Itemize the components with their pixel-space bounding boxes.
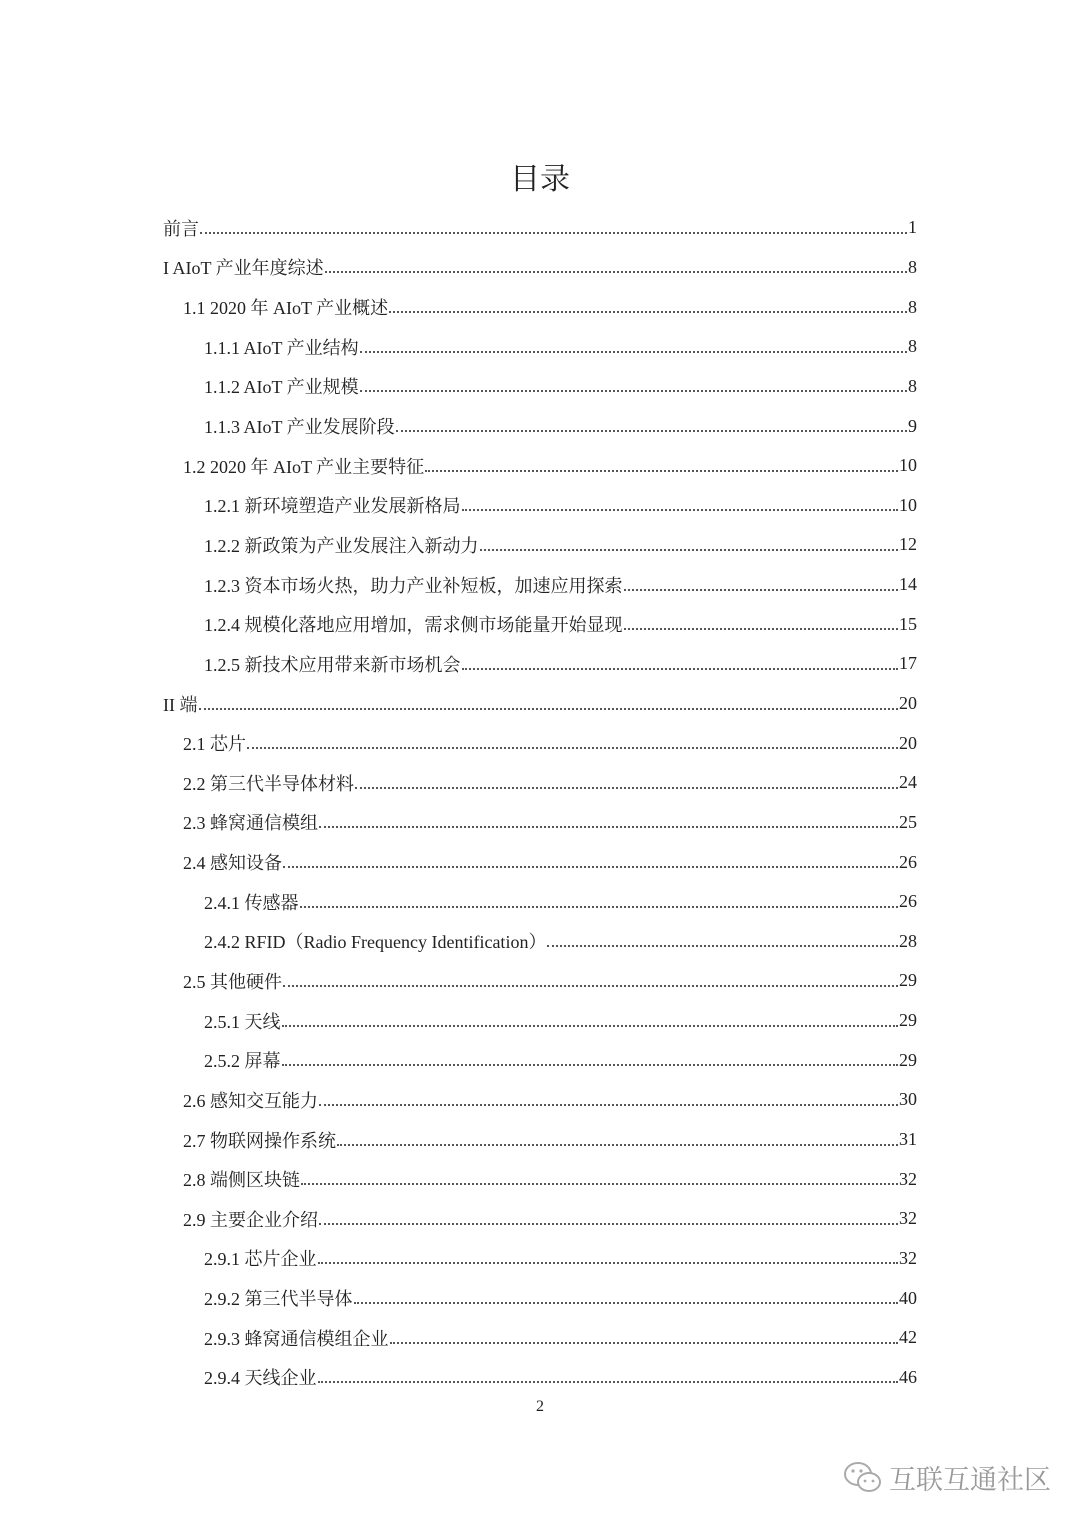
dot-leader: [247, 734, 898, 752]
toc-entry-title: 前言: [163, 218, 199, 239]
dot-leader: [319, 1091, 898, 1109]
toc-entry-title: 2.6 感知交互能力: [183, 1090, 318, 1111]
toc-entry-title: II 端: [163, 694, 198, 715]
toc-entry-page: 32: [899, 1247, 917, 1268]
toc-entry[interactable]: [163, 684, 917, 724]
dot-leader: [547, 932, 898, 950]
toc-entry[interactable]: [163, 287, 917, 327]
toc-entry-page: 29: [899, 1010, 917, 1031]
toc-entry-page: 17: [899, 653, 917, 674]
dot-leader: [282, 1051, 899, 1069]
dot-leader: [360, 338, 907, 356]
toc-entry[interactable]: [163, 1358, 917, 1398]
toc-entry[interactable]: [163, 604, 917, 644]
toc-entry-title: 2.5 其他硬件: [183, 971, 282, 992]
toc-entry[interactable]: [163, 1239, 917, 1279]
toc-entry-page: 20: [899, 693, 917, 713]
toc-entry[interactable]: [163, 446, 917, 486]
table-of-contents: [163, 208, 917, 1397]
toc-entry-title: 2.8 端侧区块链: [183, 1170, 300, 1191]
dot-leader: [624, 576, 899, 594]
toc-entry[interactable]: [163, 1080, 917, 1120]
toc-entry-title: I AIoT 产业年度综述: [163, 258, 324, 279]
toc-entry-page: 9: [908, 415, 917, 436]
dot-leader: [199, 695, 899, 713]
toc-entry[interactable]: [163, 1199, 917, 1239]
dot-leader: [301, 1170, 898, 1188]
toc-entry-page: 24: [899, 772, 917, 793]
dot-leader: [337, 1131, 898, 1149]
dot-leader: [480, 536, 899, 554]
toc-entry-title: 2.2 第三代半导体材料: [183, 773, 354, 794]
watermark-text: 互联互通社区: [889, 1465, 1051, 1496]
toc-entry-page: 8: [908, 296, 917, 317]
toc-entry[interactable]: [163, 327, 917, 367]
dot-leader: [462, 496, 899, 514]
toc-entry-page: 8: [908, 256, 917, 277]
toc-entry[interactable]: [163, 1318, 917, 1358]
toc-entry[interactable]: [163, 1040, 917, 1080]
dot-leader: [319, 1210, 898, 1228]
toc-entry[interactable]: [163, 763, 917, 803]
watermark: [843, 1458, 1051, 1497]
toc-entry-title: 1.2.1 新环境塑造产业发展新格局: [204, 496, 461, 517]
toc-entry-title: 2.4 感知设备: [183, 853, 282, 874]
toc-entry-title: 2.9.2 第三代半导体: [204, 1289, 353, 1310]
dot-leader: [200, 219, 907, 237]
dot-leader: [283, 853, 898, 871]
toc-entry-title: 2.9.1 芯片企业: [204, 1249, 317, 1270]
toc-entry-title: 2.3 蜂窝通信模组: [183, 813, 318, 834]
toc-entry[interactable]: [163, 367, 917, 407]
toc-entry-title: 1.2 2020 年 AIoT 产业主要特征: [183, 456, 425, 477]
toc-entry-title: 1.2.5 新技术应用带来新市场机会: [204, 654, 461, 675]
dot-leader: [355, 774, 898, 792]
toc-entry-page: 31: [899, 1129, 917, 1150]
toc-entry[interactable]: [163, 1001, 917, 1041]
toc-entry-page: 10: [899, 494, 917, 515]
toc-entry[interactable]: [163, 882, 917, 922]
dot-leader: [462, 655, 899, 673]
dot-leader: [318, 1249, 899, 1267]
toc-entry-title: 1.2.2 新政策为产业发展注入新动力: [204, 535, 479, 556]
dot-leader: [396, 417, 907, 435]
toc-entry-title: 2.4.1 传感器: [204, 892, 299, 913]
toc-entry-title: 1.1.1 AIoT 产业结构: [204, 337, 359, 358]
wechat-icon: [843, 1460, 883, 1496]
toc-entry-title: 2.4.2 RFID（Radio Frequency Identification）: [204, 932, 547, 953]
dot-leader: [283, 972, 898, 990]
toc-entry[interactable]: [163, 1159, 917, 1199]
toc-entry-page: 30: [899, 1089, 917, 1110]
toc-entry-title: 2.1 芯片: [183, 734, 246, 755]
dot-leader: [389, 298, 907, 316]
toc-entry-page: 20: [899, 732, 917, 753]
toc-entry[interactable]: [163, 208, 917, 248]
toc-entry-page: 8: [908, 336, 917, 357]
dot-leader: [354, 1289, 899, 1307]
dot-leader: [425, 457, 898, 475]
toc-entry-title: 1.1.3 AIoT 产业发展阶段: [204, 417, 395, 438]
toc-entry[interactable]: [163, 922, 917, 962]
page-number: 2: [536, 1398, 544, 1415]
toc-entry[interactable]: [163, 803, 917, 843]
toc-entry[interactable]: [163, 406, 917, 446]
page-title: 目录: [510, 163, 570, 196]
toc-entry-title: 2.9.3 蜂窝通信模组企业: [204, 1328, 389, 1349]
toc-entry-page: 10: [899, 455, 917, 476]
toc-entry-page: 26: [899, 851, 917, 872]
toc-entry[interactable]: [163, 1120, 917, 1160]
toc-entry[interactable]: [163, 961, 917, 1001]
dot-leader: [624, 615, 899, 633]
toc-entry[interactable]: [163, 565, 917, 605]
toc-entry[interactable]: [163, 248, 917, 288]
toc-entry-title: 2.5.2 屏幕: [204, 1051, 281, 1072]
toc-entry-page: 15: [899, 613, 917, 634]
toc-entry-page: 26: [899, 891, 917, 912]
toc-entry-page: 29: [899, 1049, 917, 1070]
toc-entry-title: 1.1.2 AIoT 产业规模: [204, 377, 359, 398]
toc-entry-title: 1.1 2020 年 AIoT 产业概述: [183, 298, 389, 319]
toc-entry-title: 2.9 主要企业介绍: [183, 1209, 318, 1230]
toc-entry[interactable]: [163, 485, 917, 525]
dot-leader: [318, 1368, 899, 1386]
toc-entry-page: 28: [899, 930, 917, 951]
toc-entry-page: 32: [899, 1168, 917, 1189]
toc-entry[interactable]: [163, 644, 917, 684]
dot-leader: [319, 813, 898, 831]
dot-leader: [282, 1012, 899, 1030]
toc-entry-title: 2.7 物联网操作系统: [183, 1130, 336, 1151]
dot-leader: [300, 893, 899, 911]
toc-entry-page: 1: [908, 217, 917, 238]
toc-entry-page: 42: [899, 1327, 917, 1348]
toc-entry-title: 1.2.4 规模化落地应用增加，需求侧市场能量开始显现: [204, 615, 623, 636]
toc-entry-page: 40: [899, 1287, 917, 1308]
toc-entry-title: 2.5.1 天线: [204, 1011, 281, 1032]
toc-entry[interactable]: [163, 723, 917, 763]
dot-leader: [390, 1329, 899, 1347]
toc-entry[interactable]: [163, 842, 917, 882]
toc-entry[interactable]: [163, 525, 917, 565]
toc-entry-page: 12: [899, 534, 917, 555]
dot-leader: [325, 258, 907, 276]
toc-entry-page: 8: [908, 375, 917, 396]
toc-entry-title: 2.9.4 天线企业: [204, 1368, 317, 1389]
dot-leader: [360, 377, 907, 395]
toc-entry-page: 25: [899, 811, 917, 832]
toc-entry-page: 46: [899, 1366, 917, 1387]
toc-entry-page: 29: [899, 970, 917, 991]
toc-entry-title: 1.2.3 资本市场火热，助力产业补短板，加速应用探索: [204, 575, 623, 596]
toc-entry[interactable]: [163, 1278, 917, 1318]
toc-entry-page: 14: [899, 574, 917, 595]
toc-entry-page: 32: [899, 1208, 917, 1229]
